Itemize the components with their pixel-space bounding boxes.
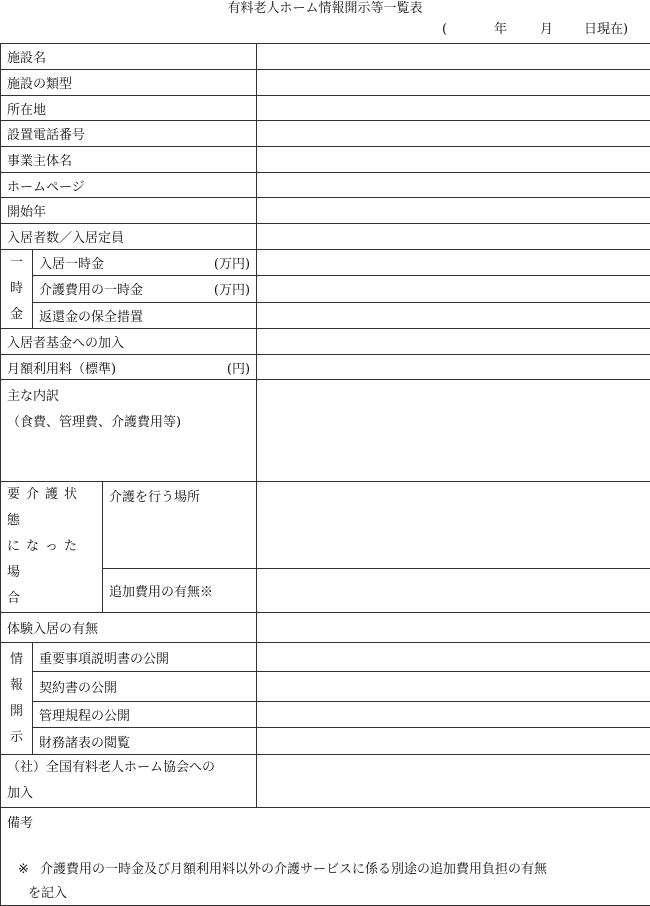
table-row [1, 672, 650, 702]
operator-label: 事業主体名 [1, 147, 257, 173]
table-row [1, 482, 650, 569]
table-row [1, 121, 650, 147]
disclosure-group-label [1, 643, 33, 755]
location-label: 所在地 [1, 96, 257, 121]
table-row [1, 329, 650, 355]
breakdown-value[interactable] [257, 380, 650, 482]
disclosure-char: 情 [1, 647, 32, 673]
disclosure-char: 示 [1, 725, 32, 751]
remarks-label: 備考 [7, 816, 33, 831]
facility-name-value[interactable] [257, 44, 650, 70]
management-rules-value[interactable] [257, 702, 650, 728]
care-lump-sum-text: 介護費用の一時金 [39, 279, 143, 298]
care-lump-sum-unit: (万円) [214, 279, 250, 298]
financial-statements-label: 財務諸表の閲覧 [33, 728, 257, 755]
contract-label: 契約書の公開 [33, 672, 257, 702]
table-row [1, 224, 650, 250]
footnote-line1: 介護費用の一時金及び月額利用料以外の介護サービスに係る別途の追加費用負担の有無 [40, 862, 547, 877]
monthly-fee-text: 月額利用料（標準) [7, 358, 116, 377]
footnote-line2: を記入 [18, 882, 644, 906]
date-month-label: 月 [540, 20, 553, 40]
start-year-value[interactable] [257, 198, 650, 224]
refund-protection-label: 返還金の保全措置 [33, 302, 257, 328]
management-rules-label: 管理規程の公開 [33, 702, 257, 728]
occupancy-value[interactable] [257, 224, 650, 250]
monthly-fee-unit: (円) [227, 358, 250, 377]
date-open-paren: ( [442, 20, 447, 40]
entry-lump-sum-text: 入居一時金 [39, 253, 104, 272]
lump-sum-group-label [1, 250, 33, 329]
financial-statements-value[interactable] [257, 728, 650, 755]
date-year-label: 年 [494, 20, 507, 40]
footnote [18, 858, 644, 906]
disclosure-table [0, 43, 650, 906]
association-line: （社）全国有料老人ホーム協会への [7, 755, 250, 781]
lump-sum-char: 時 [1, 276, 32, 302]
table-row [1, 250, 650, 276]
extra-cost-label: 追加費用の有無※ [103, 568, 257, 612]
association-line: 加入 [7, 781, 250, 807]
contract-value[interactable] [257, 672, 650, 702]
table-row [1, 643, 650, 672]
table-row [1, 355, 650, 380]
entry-lump-sum-label [33, 250, 257, 276]
phone-value[interactable] [257, 121, 650, 147]
facility-type-label: 施設の類型 [1, 70, 257, 96]
lump-sum-char: 一 [1, 250, 32, 276]
homepage-value[interactable] [257, 173, 650, 198]
table-row [1, 44, 650, 70]
care-needed-line: 合 [7, 586, 96, 612]
care-place-value[interactable] [257, 482, 650, 569]
association-value[interactable] [257, 755, 650, 808]
important-matters-label: 重要事項説明書の公開 [33, 643, 257, 672]
breakdown-title: 主な内訳 [7, 384, 250, 410]
care-needed-line: 要介護状態 [7, 482, 96, 534]
table-row [1, 96, 650, 121]
table-row [1, 173, 650, 198]
monthly-fee-label [1, 355, 257, 380]
as-of-date [442, 20, 642, 40]
trial-stay-value[interactable] [257, 613, 650, 643]
facility-name-label: 施設名 [1, 44, 257, 70]
page-title: 有料老人ホーム情報開示等一覧表 [0, 0, 650, 18]
operator-value[interactable] [257, 147, 650, 173]
table-row [1, 147, 650, 173]
care-lump-sum-value[interactable] [257, 276, 650, 302]
disclosure-char: 開 [1, 699, 32, 725]
table-row [1, 198, 650, 224]
breakdown-detail: （食費、管理費、介護費用等) [7, 410, 250, 436]
table-row [1, 702, 650, 728]
table-row [1, 380, 650, 482]
date-day-label: 日現在) [584, 20, 628, 40]
table-row [1, 70, 650, 96]
homepage-label: ホームページ [1, 173, 257, 198]
care-needed-line: になった場 [7, 534, 96, 586]
table-row [1, 728, 650, 755]
table-row [1, 613, 650, 643]
table-row [1, 755, 650, 808]
fund-membership-value[interactable] [257, 329, 650, 355]
care-needed-group-label [1, 482, 103, 613]
monthly-fee-value[interactable] [257, 355, 650, 380]
start-year-label: 開始年 [1, 198, 257, 224]
table-row [1, 276, 650, 302]
important-matters-value[interactable] [257, 643, 650, 672]
occupancy-label: 入居者数／入居定員 [1, 224, 257, 250]
refund-protection-value[interactable] [257, 302, 650, 328]
trial-stay-label: 体験入居の有無 [1, 613, 257, 643]
extra-cost-value[interactable] [257, 568, 650, 612]
breakdown-label [1, 380, 257, 482]
location-value[interactable] [257, 96, 650, 121]
phone-label: 設置電話番号 [1, 121, 257, 147]
facility-type-value[interactable] [257, 70, 650, 96]
entry-lump-sum-unit: (万円) [214, 253, 250, 272]
lump-sum-char: 金 [1, 302, 32, 328]
care-lump-sum-label [33, 276, 257, 302]
table-row [1, 302, 650, 328]
association-label [1, 755, 257, 808]
footnote-mark: ※ [18, 858, 40, 882]
entry-lump-sum-value[interactable] [257, 250, 650, 276]
care-place-label: 介護を行う場所 [103, 482, 257, 569]
disclosure-char: 報 [1, 673, 32, 699]
fund-membership-label: 入居者基金への加入 [1, 329, 257, 355]
